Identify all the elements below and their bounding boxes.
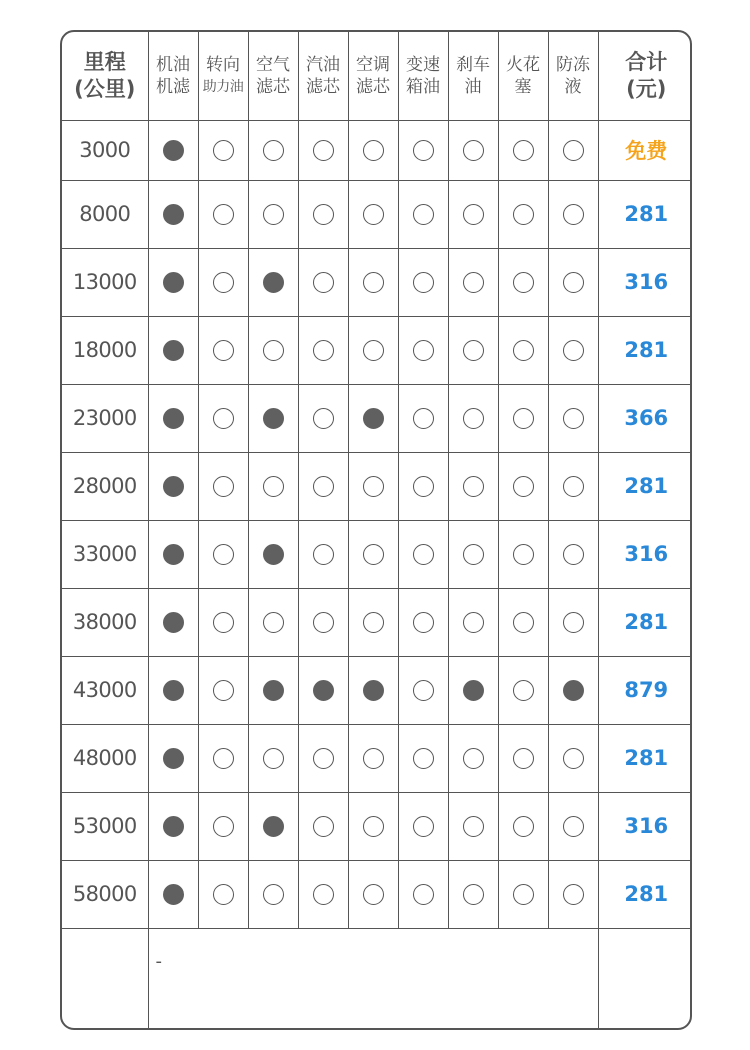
item-cell xyxy=(298,120,348,180)
item-cell xyxy=(198,180,248,248)
total-cell: 281 xyxy=(598,180,692,248)
empty-circle-icon xyxy=(313,140,334,161)
item-cell xyxy=(248,248,298,316)
item-cell xyxy=(498,452,548,520)
empty-circle-icon xyxy=(213,140,234,161)
empty-circle-icon xyxy=(263,140,284,161)
item-cell xyxy=(448,656,498,724)
item-cell xyxy=(398,792,448,860)
item-cell xyxy=(398,656,448,724)
item-cell xyxy=(148,520,198,588)
item-cell xyxy=(298,860,348,928)
item-cell xyxy=(148,180,198,248)
empty-circle-icon xyxy=(513,612,534,633)
empty-circle-icon xyxy=(413,612,434,633)
item-cell xyxy=(298,384,348,452)
item-cell xyxy=(248,588,298,656)
item-cell xyxy=(148,316,198,384)
maintenance-table xyxy=(62,32,692,1028)
empty-circle-icon xyxy=(463,612,484,633)
item-cell xyxy=(198,724,248,792)
item-cell xyxy=(298,656,348,724)
empty-circle-icon xyxy=(513,884,534,905)
item-header-line2: 液 xyxy=(564,76,582,97)
mileage-header-line2: (公里) xyxy=(74,76,136,101)
item-cell xyxy=(548,452,598,520)
item-cell xyxy=(248,656,298,724)
item-cell xyxy=(248,520,298,588)
empty-circle-icon xyxy=(413,680,434,701)
item-cell xyxy=(298,180,348,248)
item-cell xyxy=(548,792,598,860)
mileage-cell: 38000 xyxy=(62,588,148,656)
item-cell xyxy=(398,316,448,384)
item-cell xyxy=(448,860,498,928)
item-cell xyxy=(548,860,598,928)
item-cell xyxy=(348,180,398,248)
total-cell: 281 xyxy=(598,452,692,520)
item-header-line2: 机滤 xyxy=(156,76,190,97)
empty-circle-icon xyxy=(513,544,534,565)
item-cell xyxy=(298,588,348,656)
item-cell xyxy=(248,384,298,452)
item-cell xyxy=(198,520,248,588)
filled-circle-icon xyxy=(163,476,184,497)
item-cell xyxy=(348,248,398,316)
item-header-line2: 滤芯 xyxy=(256,76,290,97)
empty-circle-icon xyxy=(363,748,384,769)
total-cell: 281 xyxy=(598,724,692,792)
item-cell xyxy=(448,452,498,520)
filled-circle-icon xyxy=(163,340,184,361)
table-row xyxy=(62,180,692,248)
filled-circle-icon xyxy=(163,816,184,837)
item-cell xyxy=(348,792,398,860)
item-header-line1: 防冻 xyxy=(556,54,590,75)
empty-circle-icon xyxy=(563,612,584,633)
mileage-cell: 48000 xyxy=(62,724,148,792)
item-header-brake-fluid xyxy=(448,32,498,120)
item-cell xyxy=(448,248,498,316)
empty-circle-icon xyxy=(213,816,234,837)
item-header-line2: 油 xyxy=(464,76,482,97)
empty-circle-icon xyxy=(363,340,384,361)
empty-circle-icon xyxy=(313,408,334,429)
item-cell xyxy=(248,316,298,384)
empty-circle-icon xyxy=(513,816,534,837)
item-cell xyxy=(398,452,448,520)
empty-circle-icon xyxy=(263,204,284,225)
empty-circle-icon xyxy=(413,544,434,565)
table-row xyxy=(62,316,692,384)
item-header-cabin-filter xyxy=(348,32,398,120)
item-cell xyxy=(198,248,248,316)
empty-circle-icon xyxy=(463,204,484,225)
item-cell xyxy=(498,792,548,860)
item-cell xyxy=(348,520,398,588)
item-cell xyxy=(148,452,198,520)
item-cell xyxy=(148,248,198,316)
item-cell xyxy=(498,860,548,928)
empty-circle-icon xyxy=(263,612,284,633)
item-cell xyxy=(148,656,198,724)
item-cell xyxy=(148,724,198,792)
maintenance-schedule-card xyxy=(60,30,692,1030)
item-header-fuel-filter xyxy=(298,32,348,120)
empty-circle-icon xyxy=(213,884,234,905)
mileage-header xyxy=(62,32,148,120)
item-header-line2: 滤芯 xyxy=(356,76,390,97)
item-header-oil-filter xyxy=(148,32,198,120)
empty-circle-icon xyxy=(213,680,234,701)
filled-circle-icon xyxy=(263,544,284,565)
empty-circle-icon xyxy=(463,748,484,769)
empty-circle-icon xyxy=(413,408,434,429)
item-cell xyxy=(548,384,598,452)
item-cell xyxy=(398,180,448,248)
filled-circle-icon xyxy=(363,680,384,701)
empty-circle-icon xyxy=(463,544,484,565)
item-cell xyxy=(298,520,348,588)
total-cell: 316 xyxy=(598,248,692,316)
item-cell xyxy=(498,248,548,316)
schedule-body xyxy=(62,120,692,1028)
item-cell xyxy=(448,180,498,248)
empty-circle-icon xyxy=(263,340,284,361)
filled-circle-icon xyxy=(263,680,284,701)
item-cell xyxy=(448,520,498,588)
total-header-line2: (元) xyxy=(626,76,667,101)
empty-circle-icon xyxy=(213,612,234,633)
item-cell xyxy=(198,860,248,928)
empty-circle-icon xyxy=(263,476,284,497)
item-header-line1: 火花 xyxy=(506,54,540,75)
filled-circle-icon xyxy=(463,680,484,701)
note-row xyxy=(62,928,692,1028)
item-cell xyxy=(348,316,398,384)
item-cell xyxy=(348,120,398,180)
empty-circle-icon xyxy=(313,544,334,565)
empty-circle-icon xyxy=(313,272,334,293)
total-cell: 免费 xyxy=(598,120,692,180)
item-cell xyxy=(398,724,448,792)
empty-circle-icon xyxy=(313,476,334,497)
item-header-line1: 转向 xyxy=(206,54,240,75)
empty-circle-icon xyxy=(363,544,384,565)
empty-circle-icon xyxy=(213,748,234,769)
empty-circle-icon xyxy=(263,748,284,769)
table-row xyxy=(62,860,692,928)
item-cell xyxy=(498,724,548,792)
empty-circle-icon xyxy=(463,476,484,497)
mileage-cell: 18000 xyxy=(62,316,148,384)
mileage-cell: 43000 xyxy=(62,656,148,724)
mileage-cell: 33000 xyxy=(62,520,148,588)
item-cell xyxy=(248,860,298,928)
empty-circle-icon xyxy=(363,204,384,225)
filled-circle-icon xyxy=(263,272,284,293)
filled-circle-icon xyxy=(163,884,184,905)
empty-circle-icon xyxy=(563,476,584,497)
empty-circle-icon xyxy=(463,408,484,429)
item-cell xyxy=(298,452,348,520)
item-cell xyxy=(398,248,448,316)
empty-circle-icon xyxy=(513,140,534,161)
empty-circle-icon xyxy=(313,612,334,633)
table-row xyxy=(62,588,692,656)
empty-circle-icon xyxy=(213,544,234,565)
item-header-air-filter xyxy=(248,32,298,120)
filled-circle-icon xyxy=(163,680,184,701)
empty-circle-icon xyxy=(413,748,434,769)
empty-circle-icon xyxy=(313,816,334,837)
table-row xyxy=(62,248,692,316)
filled-circle-icon xyxy=(163,544,184,565)
empty-circle-icon xyxy=(213,340,234,361)
item-cell xyxy=(348,724,398,792)
empty-circle-icon xyxy=(363,612,384,633)
empty-circle-icon xyxy=(413,884,434,905)
mileage-cell: 3000 xyxy=(62,120,148,180)
item-cell xyxy=(148,588,198,656)
filled-circle-icon xyxy=(163,272,184,293)
item-cell xyxy=(448,724,498,792)
table-row xyxy=(62,792,692,860)
empty-circle-icon xyxy=(213,476,234,497)
item-cell xyxy=(148,792,198,860)
header-row xyxy=(62,32,692,120)
filled-circle-icon xyxy=(163,204,184,225)
empty-circle-icon xyxy=(263,884,284,905)
item-header-line2: 滤芯 xyxy=(306,76,340,97)
item-cell xyxy=(248,792,298,860)
item-header-transmission-oil xyxy=(398,32,448,120)
empty-circle-icon xyxy=(463,884,484,905)
empty-circle-icon xyxy=(563,544,584,565)
item-cell xyxy=(498,316,548,384)
empty-circle-icon xyxy=(513,408,534,429)
empty-circle-icon xyxy=(413,204,434,225)
item-header-spark-plug xyxy=(498,32,548,120)
item-cell xyxy=(548,316,598,384)
mileage-cell: 28000 xyxy=(62,452,148,520)
item-cell xyxy=(398,588,448,656)
table-row xyxy=(62,520,692,588)
item-cell xyxy=(148,120,198,180)
item-cell xyxy=(548,248,598,316)
empty-circle-icon xyxy=(513,476,534,497)
mileage-header-line1: 里程 xyxy=(83,49,126,74)
item-cell xyxy=(398,520,448,588)
filled-circle-icon xyxy=(163,140,184,161)
item-header-coolant xyxy=(548,32,598,120)
item-cell xyxy=(498,384,548,452)
item-cell xyxy=(548,656,598,724)
item-cell xyxy=(498,656,548,724)
item-cell xyxy=(198,120,248,180)
item-cell xyxy=(248,724,298,792)
empty-circle-icon xyxy=(413,272,434,293)
item-cell xyxy=(298,316,348,384)
filled-circle-icon xyxy=(263,408,284,429)
item-cell xyxy=(248,180,298,248)
item-cell xyxy=(398,384,448,452)
total-cell: 316 xyxy=(598,520,692,588)
item-cell xyxy=(448,384,498,452)
item-header-line1: 空气 xyxy=(256,54,290,75)
table-row xyxy=(62,724,692,792)
item-header-line1: 空调 xyxy=(356,54,390,75)
filled-circle-icon xyxy=(313,680,334,701)
empty-circle-icon xyxy=(563,140,584,161)
empty-circle-icon xyxy=(413,816,434,837)
table-row xyxy=(62,384,692,452)
item-cell xyxy=(548,180,598,248)
empty-circle-icon xyxy=(363,816,384,837)
total-cell: 281 xyxy=(598,860,692,928)
total-cell: 879 xyxy=(598,656,692,724)
empty-circle-icon xyxy=(413,340,434,361)
empty-circle-icon xyxy=(513,272,534,293)
item-cell xyxy=(348,656,398,724)
mileage-cell: 8000 xyxy=(62,180,148,248)
item-cell xyxy=(448,120,498,180)
item-cell xyxy=(198,452,248,520)
item-cell xyxy=(498,180,548,248)
item-cell xyxy=(248,452,298,520)
item-cell xyxy=(548,724,598,792)
item-cell xyxy=(348,452,398,520)
item-cell xyxy=(148,860,198,928)
empty-circle-icon xyxy=(513,680,534,701)
item-cell xyxy=(198,792,248,860)
note-blank-cell xyxy=(62,928,148,1028)
mileage-cell: 13000 xyxy=(62,248,148,316)
item-cell xyxy=(498,120,548,180)
filled-circle-icon xyxy=(163,612,184,633)
empty-circle-icon xyxy=(363,884,384,905)
empty-circle-icon xyxy=(213,272,234,293)
item-cell xyxy=(348,860,398,928)
empty-circle-icon xyxy=(563,816,584,837)
item-cell xyxy=(198,588,248,656)
empty-circle-icon xyxy=(563,204,584,225)
item-cell xyxy=(298,792,348,860)
empty-circle-icon xyxy=(313,340,334,361)
item-cell xyxy=(248,120,298,180)
empty-circle-icon xyxy=(463,340,484,361)
total-header-line1: 合计 xyxy=(625,49,668,74)
empty-circle-icon xyxy=(563,748,584,769)
empty-circle-icon xyxy=(563,408,584,429)
empty-circle-icon xyxy=(313,204,334,225)
item-header-power-steering-fluid xyxy=(198,32,248,120)
item-cell xyxy=(198,316,248,384)
item-cell xyxy=(548,520,598,588)
empty-circle-icon xyxy=(363,140,384,161)
empty-circle-icon xyxy=(463,140,484,161)
item-header-line1: 变速 xyxy=(406,54,440,75)
item-cell xyxy=(498,520,548,588)
item-cell xyxy=(348,384,398,452)
note-total-cell xyxy=(598,928,692,1028)
item-cell xyxy=(398,120,448,180)
filled-circle-icon xyxy=(363,408,384,429)
empty-circle-icon xyxy=(413,140,434,161)
filled-circle-icon xyxy=(263,816,284,837)
empty-circle-icon xyxy=(313,748,334,769)
item-cell xyxy=(198,656,248,724)
table-row xyxy=(62,452,692,520)
total-cell: 281 xyxy=(598,316,692,384)
item-cell xyxy=(448,588,498,656)
filled-circle-icon xyxy=(563,680,584,701)
item-header-line1: 刹车 xyxy=(456,54,490,75)
item-cell xyxy=(448,316,498,384)
empty-circle-icon xyxy=(563,884,584,905)
mileage-cell: 23000 xyxy=(62,384,148,452)
item-cell xyxy=(148,384,198,452)
empty-circle-icon xyxy=(513,204,534,225)
item-cell xyxy=(548,120,598,180)
note-cell: - xyxy=(148,928,598,1028)
item-cell xyxy=(298,724,348,792)
item-cell xyxy=(198,384,248,452)
item-header-line1: 机油 xyxy=(156,54,190,75)
item-header-line1: 汽油 xyxy=(306,54,340,75)
item-cell xyxy=(498,588,548,656)
filled-circle-icon xyxy=(163,408,184,429)
empty-circle-icon xyxy=(213,204,234,225)
mileage-cell: 53000 xyxy=(62,792,148,860)
empty-circle-icon xyxy=(563,340,584,361)
filled-circle-icon xyxy=(163,748,184,769)
empty-circle-icon xyxy=(213,408,234,429)
mileage-cell: 58000 xyxy=(62,860,148,928)
item-cell xyxy=(398,860,448,928)
empty-circle-icon xyxy=(413,476,434,497)
empty-circle-icon xyxy=(463,816,484,837)
item-cell xyxy=(548,588,598,656)
total-cell: 366 xyxy=(598,384,692,452)
item-header-line2: 箱油 xyxy=(406,76,440,97)
empty-circle-icon xyxy=(313,884,334,905)
item-header-line2: 塞 xyxy=(514,76,532,97)
total-header xyxy=(598,32,692,120)
total-cell: 316 xyxy=(598,792,692,860)
empty-circle-icon xyxy=(513,340,534,361)
item-cell xyxy=(448,792,498,860)
empty-circle-icon xyxy=(363,476,384,497)
empty-circle-icon xyxy=(563,272,584,293)
item-header-line2: 助力油 xyxy=(202,78,244,95)
empty-circle-icon xyxy=(463,272,484,293)
empty-circle-icon xyxy=(363,272,384,293)
table-row xyxy=(62,120,692,180)
item-cell xyxy=(298,248,348,316)
total-cell: 281 xyxy=(598,588,692,656)
empty-circle-icon xyxy=(513,748,534,769)
item-cell xyxy=(348,588,398,656)
table-row xyxy=(62,656,692,724)
